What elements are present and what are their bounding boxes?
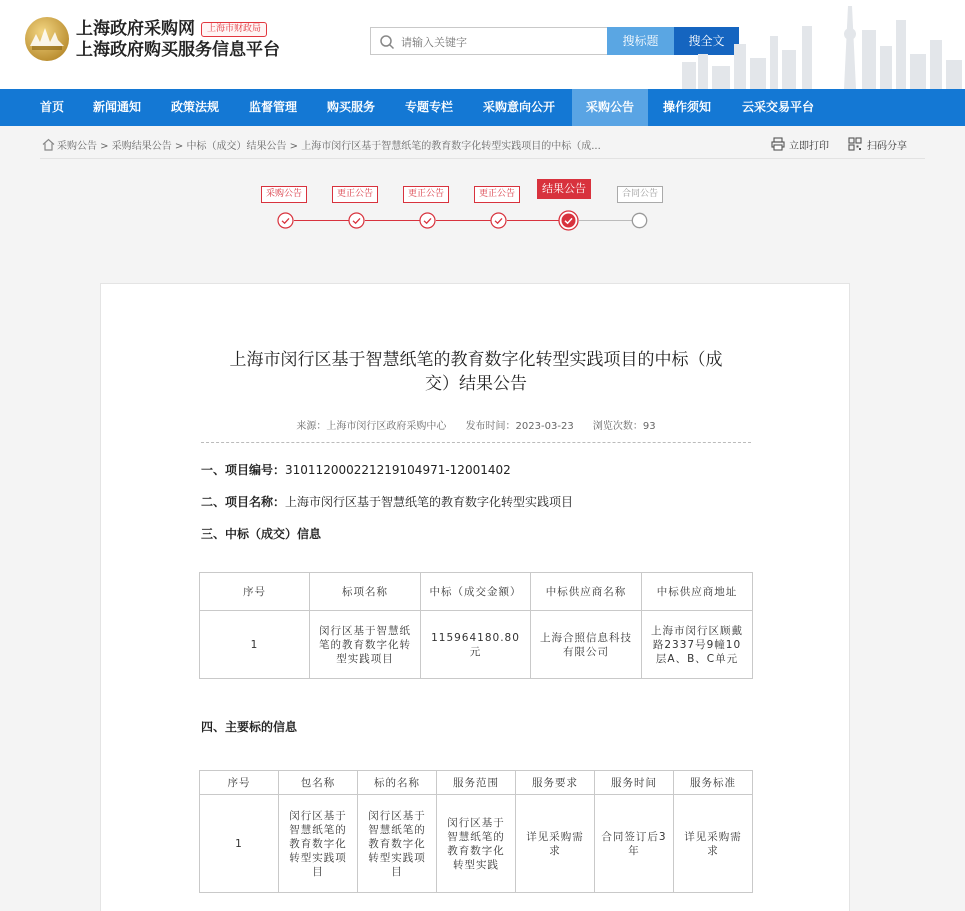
project-number: 310112000221219104971-12001402 — [285, 463, 511, 477]
site-name[interactable]: 上海政府采购网 — [76, 19, 195, 39]
step-connector — [436, 220, 491, 221]
search-icon — [379, 34, 395, 50]
step-check-icon — [419, 212, 436, 229]
table-cell: 上海合照信息科技有限公司 — [531, 611, 642, 679]
step-connector — [579, 220, 632, 221]
document-title — [101, 348, 851, 396]
step-connector — [294, 220, 349, 221]
breadcrumb — [40, 133, 925, 159]
step-label-procurement[interactable]: 采购公告 — [261, 186, 307, 203]
table-header: 服务标准 — [674, 771, 753, 795]
search-fulltext-button[interactable]: 搜全文 — [674, 27, 739, 55]
nav-item-intention[interactable]: 采购意向公开 — [482, 100, 555, 114]
nav-item-special[interactable]: 专题专栏 — [404, 100, 453, 114]
project-name: 上海市闵行区基于智慧纸笔的教育数字化转型实践项目 — [285, 495, 574, 509]
step-pending-icon — [631, 212, 648, 229]
table-header: 服务范围 — [437, 771, 516, 795]
table-header: 中标（成交金额） — [421, 573, 531, 611]
nav-item-news[interactable]: 新闻通知 — [92, 100, 141, 114]
step-connector — [507, 220, 559, 221]
nav-item-cloud-platform[interactable]: 云采交易平台 — [741, 100, 814, 114]
site-header — [0, 0, 965, 89]
table-header: 包名称 — [279, 771, 358, 795]
search-box — [370, 27, 608, 55]
table-header: 中标供应商名称 — [531, 573, 642, 611]
step-label-correction-2[interactable]: 更正公告 — [403, 186, 449, 203]
table-row — [200, 795, 753, 893]
nav-item-supervision[interactable]: 监督管理 — [248, 100, 297, 114]
document-title-line1: 上海市闵行区基于智慧纸笔的教育数字化转型实践项目的中标（成 — [229, 350, 723, 370]
table-cell: 1 — [200, 795, 279, 893]
document-views: 浏览次数：93 — [592, 421, 656, 432]
divider — [201, 442, 751, 443]
table-header: 标项名称 — [310, 573, 421, 611]
nav-item-guide[interactable]: 操作须知 — [662, 100, 711, 114]
table-cell: 详见采购需求 — [674, 795, 753, 893]
document-meta — [101, 417, 851, 432]
section-label: 二、项目名称： — [201, 495, 286, 509]
section-heading: 四、主要标的信息 — [201, 720, 298, 734]
step-label-result[interactable]: 结果公告 — [537, 179, 591, 199]
site-logo-icon[interactable] — [24, 16, 70, 62]
step-label-correction-1[interactable]: 更正公告 — [332, 186, 378, 203]
nav-item-home[interactable]: 首页 — [39, 100, 64, 114]
step-check-icon — [277, 212, 294, 229]
document-title-line2: 交）结果公告 — [425, 374, 527, 394]
qr-code-icon[interactable] — [848, 137, 862, 151]
table-cell: 115964180.80元 — [421, 611, 531, 679]
section-label: 一、项目编号： — [201, 463, 286, 477]
section-subject-info — [201, 718, 297, 735]
section-award-info — [201, 525, 321, 542]
section-project-number — [201, 461, 511, 478]
search-title-button[interactable]: 搜标题 — [607, 27, 674, 55]
site-subtitle[interactable]: 上海政府购买服务信息平台 — [76, 40, 280, 60]
print-icon[interactable] — [771, 137, 785, 151]
document-publish-time: 发布时间：2023-03-23 — [465, 421, 574, 432]
table-header: 服务时间 — [595, 771, 674, 795]
nav-item-policy[interactable]: 政策法规 — [170, 100, 219, 114]
nav-item-purchase-services[interactable]: 购买服务 — [326, 100, 375, 114]
step-label-correction-3[interactable]: 更正公告 — [474, 186, 520, 203]
table-header: 中标供应商地址 — [642, 573, 753, 611]
announcement-progress — [0, 175, 965, 235]
share-button[interactable]: 扫码分享 — [867, 141, 907, 152]
step-label-contract[interactable]: 合同公告 — [617, 186, 663, 203]
section-heading: 三、中标（成交）信息 — [201, 527, 322, 541]
table-header: 服务要求 — [516, 771, 595, 795]
subject-table — [199, 770, 753, 893]
table-row — [200, 611, 753, 679]
table-cell: 1 — [200, 611, 310, 679]
announcement-card — [100, 283, 850, 911]
table-cell: 详见采购需求 — [516, 795, 595, 893]
step-connector — [365, 220, 420, 221]
table-cell: 闵行区基于智慧纸笔的教育数字化转型实践项目 — [279, 795, 358, 893]
award-table — [199, 572, 753, 679]
nav-item-announcements[interactable]: 采购公告 — [572, 89, 648, 126]
search-input[interactable] — [401, 32, 601, 52]
print-button[interactable]: 立即打印 — [789, 141, 829, 152]
step-check-icon — [490, 212, 507, 229]
table-header: 序号 — [200, 771, 279, 795]
table-cell: 上海市闵行区顾戴路2337号9幢10层A、B、C单元 — [642, 611, 753, 679]
table-cell: 闵行区基于智慧纸笔的教育数字化转型实践 — [437, 795, 516, 893]
breadcrumb-text[interactable]: 采购公告 > 采购结果公告 > 中标（成交）结果公告 > 上海市闵行区基于智慧纸笔的教育数字化转型实践项目的中标（成... — [57, 141, 601, 152]
section-project-name — [201, 493, 573, 510]
step-current-icon — [558, 210, 579, 231]
skyline-illustration — [672, 0, 965, 89]
bureau-badge: 上海市财政局 — [201, 22, 267, 37]
table-cell: 合同签订后3年 — [595, 795, 674, 893]
home-icon[interactable] — [42, 138, 55, 151]
table-cell: 闵行区基于智慧纸笔的教育数字化转型实践项目 — [358, 795, 437, 893]
document-source: 来源：上海市闵行区政府采购中心 — [296, 421, 447, 432]
table-cell: 闵行区基于智慧纸笔的教育数字化转型实践项目 — [310, 611, 421, 679]
table-header: 标的名称 — [358, 771, 437, 795]
table-header: 序号 — [200, 573, 310, 611]
step-check-icon — [348, 212, 365, 229]
main-nav — [0, 89, 965, 126]
